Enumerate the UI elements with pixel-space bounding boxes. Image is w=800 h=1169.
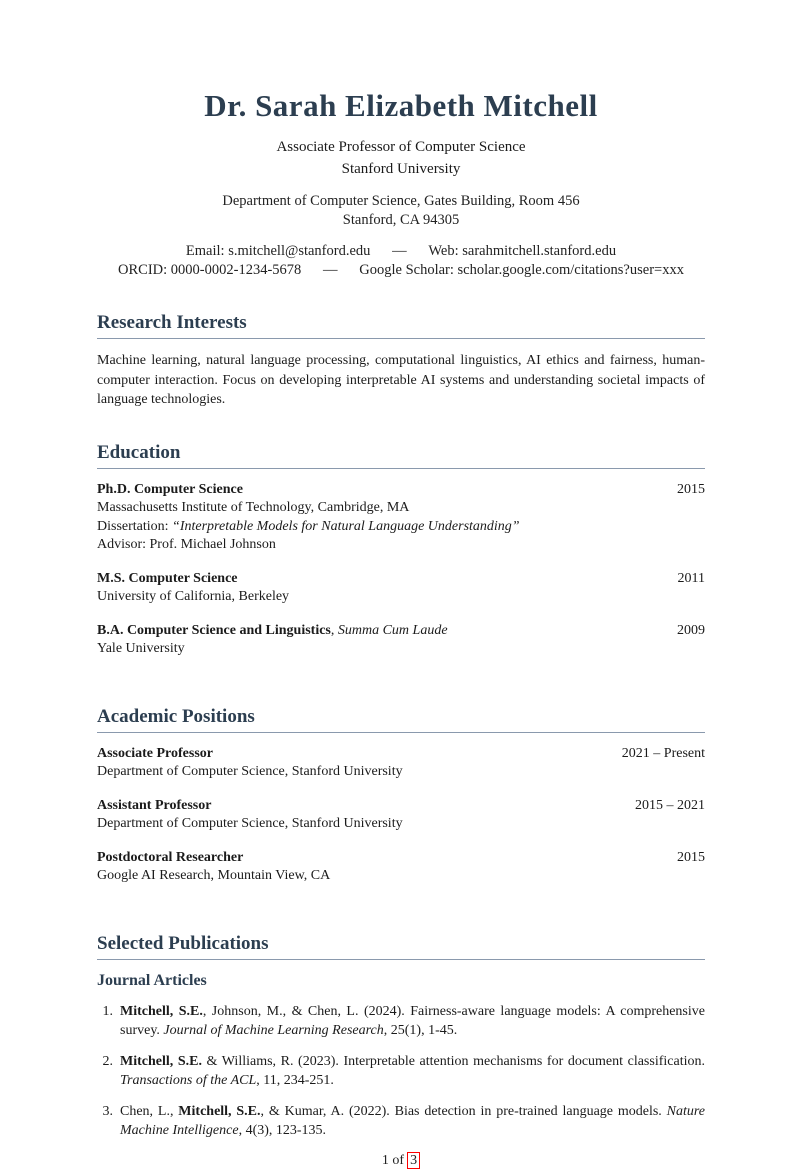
publication-text xyxy=(120,1102,705,1141)
publication-text xyxy=(120,1002,705,1041)
publication-item xyxy=(97,1052,705,1091)
contact-block xyxy=(97,242,705,280)
section-selected-publications xyxy=(97,901,705,1152)
text-segment: , & Kumar, A. (2022). Bias detection in pre-trained language models. xyxy=(260,1103,667,1119)
text-segment: Mitchell, S.E. xyxy=(120,1003,203,1019)
education-entry xyxy=(97,481,705,555)
text-segment: Nature Machine Intelligence xyxy=(120,1103,705,1138)
position-title: Postdoctoral Researcher xyxy=(97,849,244,865)
page-footer xyxy=(97,1152,705,1169)
text-segment: Yale University xyxy=(97,641,185,656)
publication-number: 3. xyxy=(102,1103,113,1119)
degree-title xyxy=(97,570,238,589)
text-segment: Journal of Machine Learning Research xyxy=(163,1023,384,1038)
position-org: Department of Computer Science, Stanford University xyxy=(97,816,403,831)
degree-institution xyxy=(97,640,705,659)
education-heading: Education xyxy=(97,442,705,469)
degree-year: 2011 xyxy=(677,570,705,586)
degree-title xyxy=(97,481,243,500)
text-segment: Chen, L., xyxy=(120,1103,179,1119)
position-org: Google AI Research, Mountain View, CA xyxy=(97,868,331,883)
education-entry-header xyxy=(97,622,705,641)
contact-line-orcid-scholar: ORCID: 0000-0002-1234-5678 — Google Scholar: scholar.google.com/citations?user=xxx xyxy=(118,262,684,278)
academic-positions-heading: Academic Positions xyxy=(97,706,705,733)
position-title: Assistant Professor xyxy=(97,797,212,813)
degree-institution xyxy=(97,588,705,607)
position-entry-header xyxy=(97,797,705,816)
text-segment: , 25(1), 1-45. xyxy=(383,1023,458,1038)
text-segment: , xyxy=(330,622,338,638)
text-segment: Mitchell, S.E. xyxy=(120,1053,202,1069)
degree-advisor xyxy=(97,536,705,555)
research-interests-text: Machine learning, natural language processing, computational linguistics, AI ethics and fairness, human-computer interaction. Focus on developing interpretable AI systems and understanding societal impacts of language technologies. xyxy=(97,353,705,407)
cv-header xyxy=(97,88,705,280)
education-entry-header xyxy=(97,570,705,589)
degree-year: 2009 xyxy=(677,622,705,638)
text-segment: , 4(3), 123-135. xyxy=(238,1123,327,1138)
text-segment: Massachusetts Institute of Technology, Cambridge, MA xyxy=(97,500,410,515)
text-segment: Dissertation: xyxy=(97,518,173,534)
text-segment: , Johnson, M., & Chen, L. (2024). Fairness-aware language models: A comprehensive survey. xyxy=(120,1003,705,1038)
position-entry xyxy=(97,745,705,782)
publication-text xyxy=(120,1052,705,1091)
page-indicator-prefix: 1 of xyxy=(381,1152,405,1168)
text-segment: M.S. Computer Science xyxy=(97,570,238,586)
publication-item xyxy=(97,1102,705,1141)
person-name: Dr. Sarah Elizabeth Mitchell xyxy=(204,88,598,123)
section-education xyxy=(97,410,705,674)
position-year: 2015 – 2021 xyxy=(635,797,705,813)
text-segment: Mitchell, S.E. xyxy=(178,1103,261,1119)
publication-number: 1. xyxy=(102,1003,113,1019)
position-year: 2021 – Present xyxy=(621,745,705,761)
publication-item xyxy=(97,1002,705,1041)
position-title: Associate Professor xyxy=(97,745,213,761)
position-entry xyxy=(97,849,705,886)
degree-institution xyxy=(97,499,705,518)
position-entry-header xyxy=(97,745,705,764)
position-year: 2015 xyxy=(677,849,705,865)
address-line-1: Department of Computer Science, Gates Building, Room 456 xyxy=(222,193,580,209)
degree-year: 2015 xyxy=(677,481,705,497)
text-segment: & Williams, R. (2023). Interpretable attention mechanisms for document classification. xyxy=(201,1053,705,1069)
education-entry xyxy=(97,570,705,607)
education-entry xyxy=(97,622,705,659)
degree-title xyxy=(97,622,448,641)
contact-line-email-web: Email: s.mitchell@stanford.edu — Web: sarahmitchell.stanford.edu xyxy=(185,243,617,259)
education-entry-header xyxy=(97,481,705,500)
position-entry-header xyxy=(97,849,705,868)
text-segment: “Interpretable Models for Natural Language Understanding” xyxy=(172,518,520,534)
text-segment: Ph.D. Computer Science xyxy=(97,481,243,497)
publication-number: 2. xyxy=(102,1053,113,1069)
position-org: Department of Computer Science, Stanford University xyxy=(97,764,403,779)
journal-articles-subheading: Journal Articles xyxy=(97,971,207,989)
position-entry xyxy=(97,797,705,834)
address-line-2: Stanford, CA 94305 xyxy=(342,212,460,228)
research-interests-heading: Research Interests xyxy=(97,312,705,339)
text-segment: Summa Cum Laude xyxy=(337,622,448,638)
text-segment: B.A. Computer Science and Linguistics xyxy=(97,622,331,638)
person-university: Stanford University xyxy=(341,161,461,177)
section-research-interests xyxy=(97,280,705,410)
section-academic-positions xyxy=(97,674,705,901)
address-block xyxy=(97,192,705,230)
text-segment: University of California, Berkeley xyxy=(97,589,290,604)
text-segment: Advisor: Prof. Michael Johnson xyxy=(97,537,276,552)
selected-publications-heading: Selected Publications xyxy=(97,933,705,960)
person-title: Associate Professor of Computer Science xyxy=(276,139,526,155)
page-number-link[interactable]: 3 xyxy=(407,1152,420,1169)
text-segment: Transactions of the ACL xyxy=(120,1073,257,1088)
text-segment: , 11, 234-251. xyxy=(256,1073,334,1088)
degree-dissertation xyxy=(97,518,705,537)
